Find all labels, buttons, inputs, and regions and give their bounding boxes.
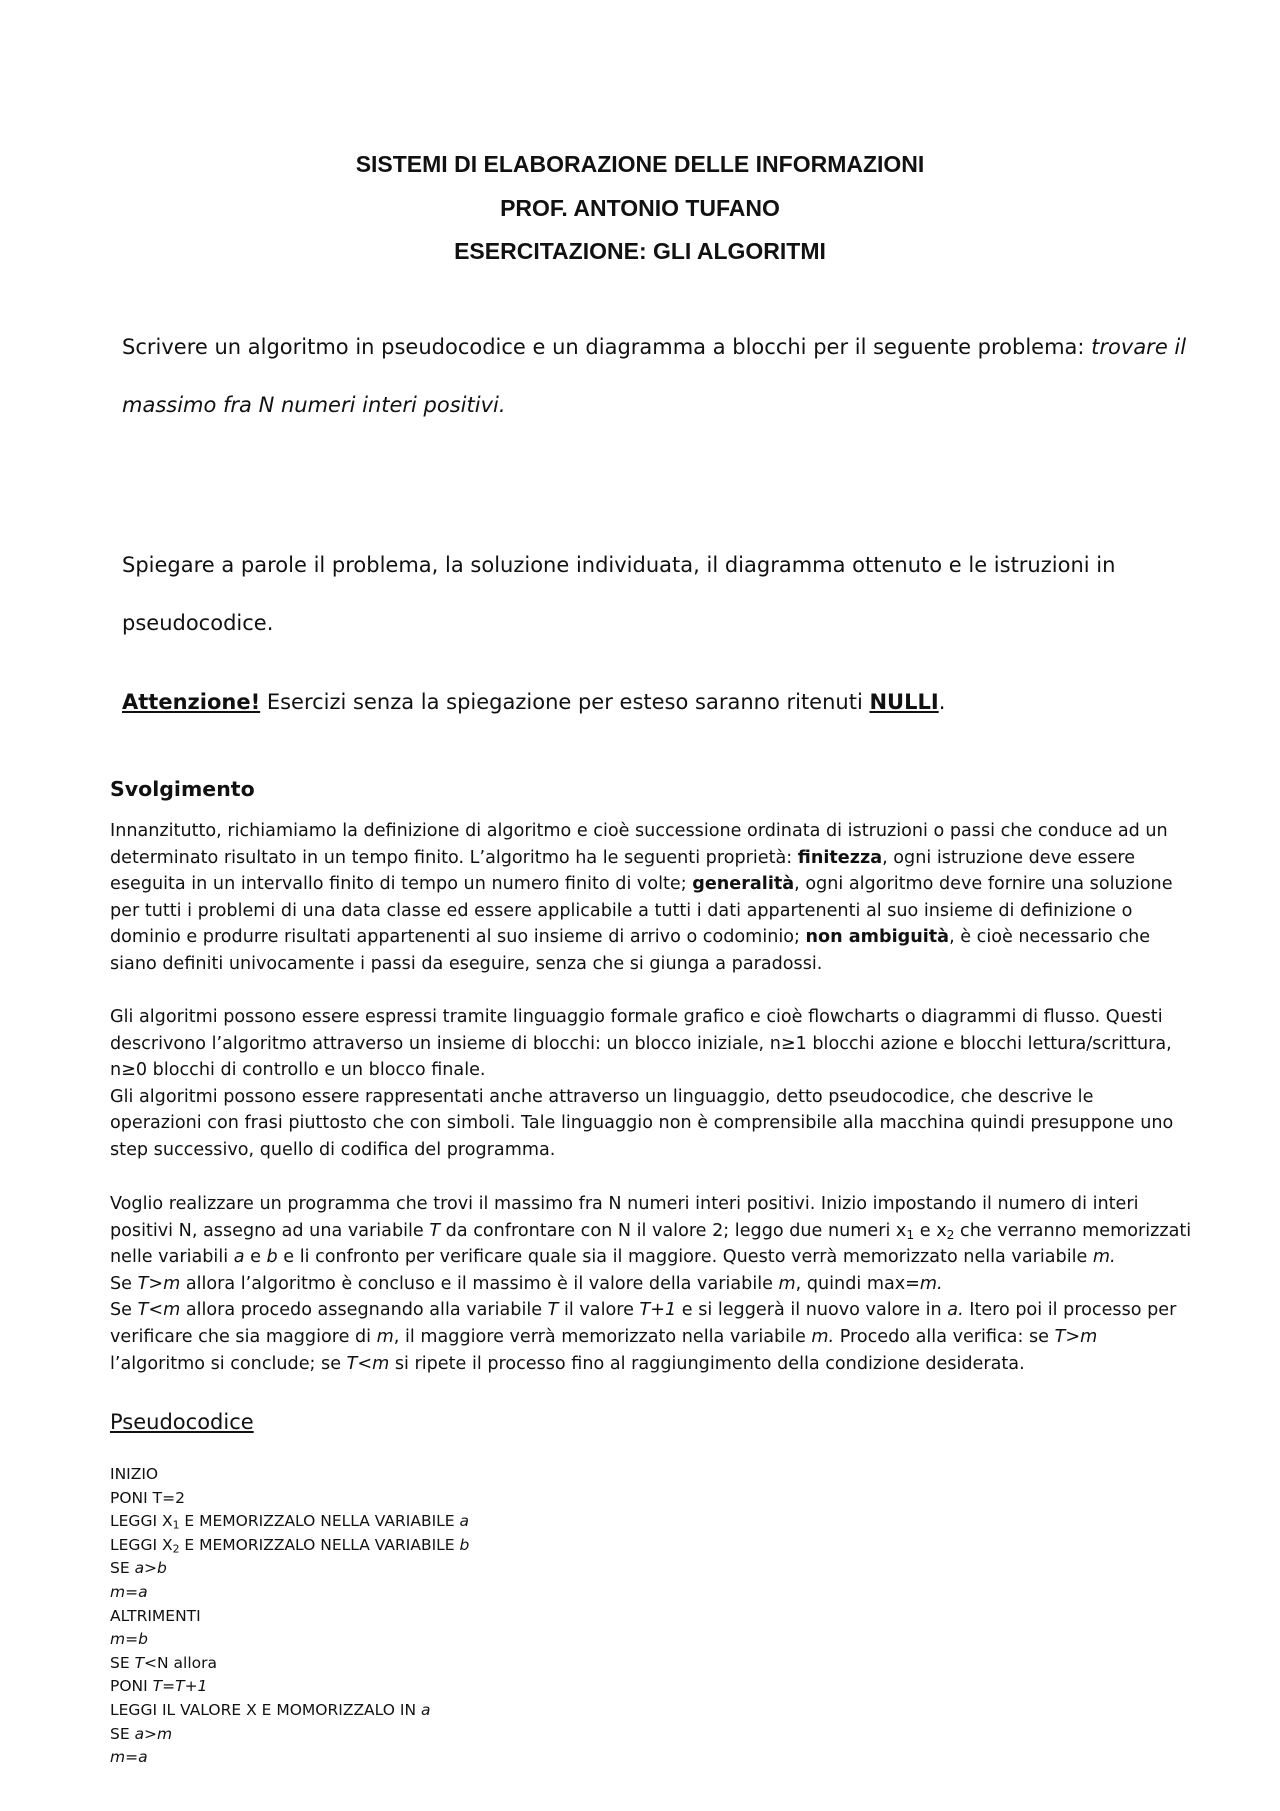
section-title-svolgimento: Svolgimento [110, 777, 255, 801]
text-line: Gli algoritmi possono essere espressi tramite linguaggio formale grafico e cioè flowcharts o diagrammi di flusso. Questi [110, 1007, 1163, 1027]
text-line: Innanzitutto, richiamiamo la definizione di algoritmo e cioè successione ordinata di istruzioni o passi che conduce ad un [110, 821, 1168, 841]
warning-line [122, 690, 945, 714]
paragraph-solution [110, 1191, 1192, 1377]
text-line: siano definiti univocamente i passi da eseguire, senza che si giunga a paradossi. [110, 953, 823, 974]
paragraph-definition [110, 818, 1180, 978]
text-line: Gli algoritmi possono essere rappresentati anche attraverso un linguaggio, detto pseudocodice, che descrive le [110, 1086, 1094, 1107]
header-professor: PROF. ANTONIO TUFANO [500, 195, 780, 221]
text-line: l’algoritmo si conclude; se T<m si ripete il processo fino al raggiungimento della condizione desiderata. [110, 1353, 1025, 1374]
task-line-1 [122, 335, 1186, 359]
text-line: per tutti i problemi di una data classe ed essere applicabile a tutti i dati appartenenti al suo insieme di definizione o [110, 900, 1133, 921]
text-line: operazioni con frasi piuttosto che con simboli. Tale linguaggio non è comprensibile alla macchina quindi presuppone uno [110, 1113, 1174, 1134]
code-line: SE T<N allora [110, 1653, 218, 1672]
warning-null: NULLI [869, 690, 939, 714]
text-line: verificare che sia maggiore di m, il maggiore verrà memorizzato nella variabile m. Procedo alla verifica: se T>m [110, 1326, 1098, 1347]
text-line: determinato risultato in un tempo finito. L’algoritmo ha le seguenti proprietà: finitezza, ogni istruzione deve essere [110, 847, 1136, 868]
code-line: m=a [110, 1582, 148, 1601]
code-line: ALTRIMENTI [110, 1606, 201, 1625]
text-line: nelle variabili a e b e li confronto per verificare quale sia il maggiore. Questo verrà memorizzato nella variabile m. [110, 1247, 1116, 1268]
code-line: LEGGI IL VALORE X E MOMORIZZALO IN a [110, 1700, 431, 1719]
code-line: SE a>b [110, 1559, 167, 1578]
text-line: dominio e produrre risultati appartenenti al suo insieme di arrivo o codominio; non ambiguità, è cioè necessario che [110, 927, 1151, 948]
warning-text: Esercizi senza la spiegazione per esteso saranno ritenuti [260, 690, 870, 714]
code-line: PONI T=T+1 [110, 1677, 208, 1696]
code-line: SE a>m [110, 1724, 173, 1743]
task-italic: trovare il [1091, 335, 1187, 359]
text-line: eseguita in un intervallo finito di tempo un numero finito di volte; generalità, ogni algoritmo deve fornire una soluzione [110, 874, 1173, 895]
text-line: step successivo, quello di codifica del programma. [110, 1139, 556, 1160]
task-italic: massimo fra N numeri interi positivi. [122, 393, 506, 417]
code-line: PONI T=2 [110, 1488, 185, 1507]
paragraph-flowcharts [110, 1004, 1180, 1164]
code-line: LEGGI $X_1$ E MEMORIZZALO NELLA VARIABILE a [110, 1512, 470, 1532]
task-line-2 [122, 393, 506, 417]
text-line: Se T<m allora procedo assegnando alla variabile T il valore T+1 e si leggerà il nuovo valore in a. Itero poi il processo per [110, 1300, 1177, 1321]
header-exercise-title: ESERCITAZIONE: GLI ALGORITMI [454, 238, 826, 264]
task-line-4: pseudocodice. [122, 611, 274, 635]
text-line: positivi N, assegno ad una variabile T da confrontare con N il valore 2; leggo due numeri $x_1$ e $x_2$ che verranno memorizzati [110, 1220, 1192, 1242]
task-text: Scrivere un algoritmo in pseudocodice e un diagramma a blocchi per il seguente problema: [122, 335, 1092, 359]
text-line: Voglio realizzare un programma che trovi il massimo fra N numeri interi positivi. Inizio impostando il numero di interi [110, 1194, 1139, 1214]
pseudocode-block [110, 1463, 469, 1770]
warning-end: . [938, 690, 946, 714]
text-line: descrivono l’algoritmo attraverso un insieme di blocchi: un blocco iniziale, n≥1 blocchi azione e blocchi lettura/scrittura, [110, 1033, 1172, 1054]
code-line: INIZIO [110, 1465, 159, 1483]
code-line: LEGGI $X_2$ E MEMORIZZALO NELLA VARIABILE b [110, 1535, 470, 1556]
code-line: m=a [110, 1748, 148, 1767]
header-course-title: SISTEMI DI ELABORAZIONE DELLE INFORMAZIONI [355, 151, 925, 177]
section-title-pseudocodice: Pseudocodice [110, 1410, 254, 1434]
task-line-3: Spiegare a parole il problema, la soluzione individuata, il diagramma ottenuto e le istruzioni in [122, 553, 1116, 577]
code-line: m=b [110, 1630, 148, 1649]
text-line: Se T>m allora l’algoritmo è concluso e il massimo è il valore della variabile m, quindi max=m. [110, 1273, 943, 1294]
text-line: n≥0 blocchi di controllo e un blocco finale. [110, 1060, 486, 1081]
warning-label: Attenzione! [122, 690, 261, 714]
